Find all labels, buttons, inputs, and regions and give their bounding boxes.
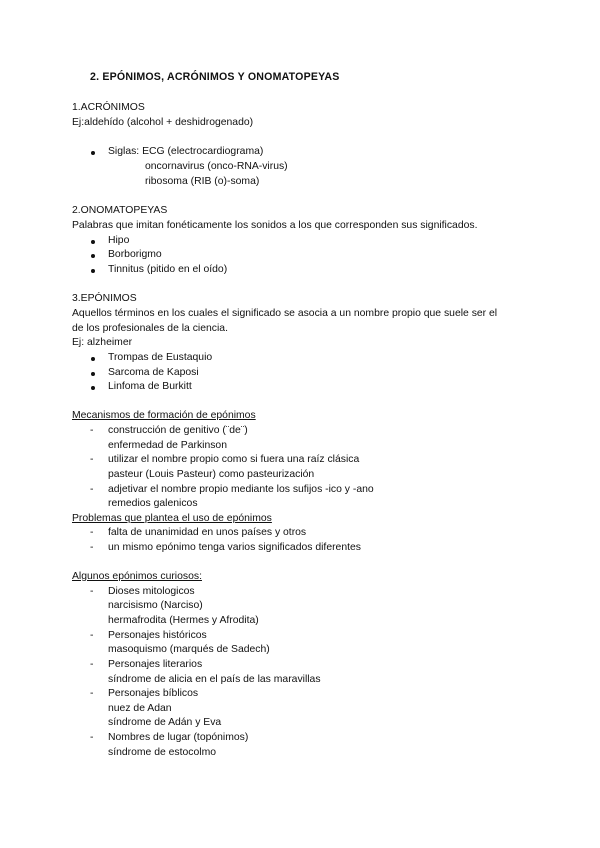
list-item: construcción de genitivo (¨de¨) (108, 425, 248, 436)
bullet-icon (91, 372, 95, 376)
dash-icon: - (90, 454, 94, 465)
list-item: Personajes históricos (108, 630, 207, 641)
dash-icon: - (90, 586, 94, 597)
list-subitem: masoquismo (marqués de Sadech) (108, 644, 270, 655)
curiosos-heading: Algunos epónimos curiosos: (72, 571, 202, 582)
list-subitem: hermafrodita (Hermes y Afrodita) (108, 615, 259, 626)
dash-icon: - (90, 688, 94, 699)
onomatopeyas-intro: Palabras que imitan fonéticamente los sonidos a los que corresponden sus significados. (72, 220, 478, 231)
list-item: Trompas de Eustaquio (108, 352, 213, 363)
list-item: Linfoma de Burkitt (108, 381, 192, 392)
list-subitem: pasteur (Louis Pasteur) como pasteurización (108, 469, 315, 480)
dash-icon: - (90, 425, 94, 436)
list-subitem: síndrome de estocolmo (108, 747, 217, 758)
list-item: adjetivar el nombre propio mediante los sufijos -ico y -ano (108, 484, 374, 495)
siglas-line: oncornavirus (onco-RNA-virus) (145, 161, 288, 172)
page-title: 2. EPÓNIMOS, ACRÓNIMOS Y ONOMATOPEYAS (90, 71, 340, 83)
bullet-icon (91, 386, 95, 390)
bullet-icon (91, 269, 95, 273)
list-item: Tinnitus (pitido en el oído) (108, 264, 228, 275)
dash-icon: - (90, 732, 94, 743)
acronimos-heading: 1.ACRÓNIMOS (72, 102, 145, 113)
list-item: falta de unanimidad en unos países y otros (108, 527, 307, 538)
bullet-icon (91, 357, 95, 361)
siglas-line: Siglas: ECG (electrocardiograma) (108, 146, 264, 157)
list-subitem: síndrome de alicia en el país de las maravillas (108, 674, 321, 685)
list-subitem: narcisismo (Narciso) (108, 600, 203, 611)
dash-icon: - (90, 484, 94, 495)
list-item: Sarcoma de Kaposi (108, 367, 199, 378)
acronimos-example: Ej:aldehído (alcohol + deshidrogenado) (72, 117, 254, 128)
dash-icon: - (90, 630, 94, 641)
list-subitem: enfermedad de Parkinson (108, 440, 227, 451)
list-subitem: remedios galenicos (108, 498, 198, 509)
bullet-icon (91, 151, 95, 155)
dash-icon: - (90, 659, 94, 670)
dash-icon: - (90, 527, 94, 538)
bullet-icon (91, 254, 95, 258)
list-item: Nombres de lugar (topónimos) (108, 732, 249, 743)
list-item: Dioses mitologicos (108, 586, 195, 597)
eponimos-intro: de los profesionales de la ciencia. (72, 323, 228, 334)
problemas-heading: Problemas que plantea el uso de epónimos (72, 513, 272, 524)
eponimos-heading: 3.EPÓNIMOS (72, 293, 137, 304)
list-subitem: síndrome de Adán y Eva (108, 717, 222, 728)
eponimos-intro: Aquellos términos en los cuales el significado se asocia a un nombre propio que suele ser el (72, 308, 498, 319)
list-item: utilizar el nombre propio como si fuera una raíz clásica (108, 454, 360, 465)
list-item: Personajes bíblicos (108, 688, 199, 699)
onomatopeyas-heading: 2.ONOMATOPEYAS (72, 205, 168, 216)
eponimos-example: Ej: alzheimer (72, 337, 133, 348)
dash-icon: - (90, 542, 94, 553)
bullet-icon (91, 240, 95, 244)
list-item: Personajes literarios (108, 659, 203, 670)
list-item: un mismo epónimo tenga varios significados diferentes (108, 542, 361, 553)
list-item: Borborigmo (108, 249, 162, 260)
mecanismos-heading: Mecanismos de formación de epónimos (72, 410, 256, 421)
siglas-line: ribosoma (RIB (o)-soma) (145, 176, 260, 187)
list-item: Hipo (108, 235, 130, 246)
list-subitem: nuez de Adan (108, 703, 172, 714)
